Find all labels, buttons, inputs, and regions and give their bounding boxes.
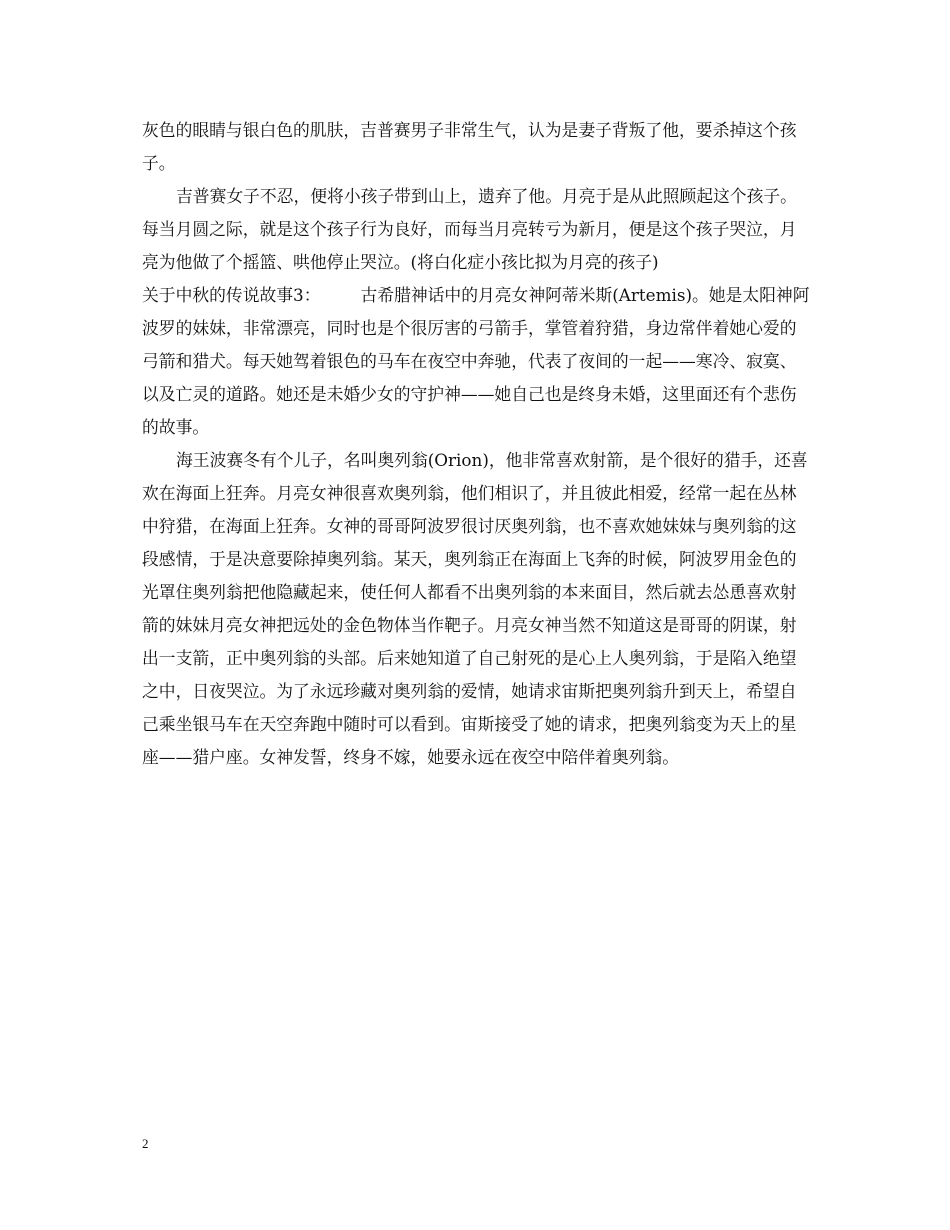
paragraph-continuation: 灰色的眼睛与银白色的肌肤，吉普赛男子非常生气，认为是妻子背叛了他，要杀掉这个孩子。 (142, 120, 797, 173)
paragraph-moon-child: 吉普赛女子不忍，便将小孩子带到山上，遗弃了他。月亮于是从此照顾起这个孩子。每当月圆之际，就是这个孩子行为良好，而每当月亮转亏为新月，便是这个孩子哭泣，月亮为他做了个摇篮、哄他停止哭泣。(将白化症小孩比拟为月亮的孩子) (142, 186, 797, 272)
section-heading-legend-3: 关于中秋的传说故事3： (142, 285, 321, 305)
document-body (142, 114, 812, 774)
paragraph-legend-3 (142, 279, 812, 444)
paragraph-orion-story: 海王波赛冬有个儿子，名叫奥列翁(Orion)，他非常喜欢射箭，是个很好的猎手，还喜欢在海面上狂奔。月亮女神很喜欢奥列翁，他们相识了，并且彼此相爱，经常一起在丛林中狩猎，在海面上狂奔。女神的哥哥阿波罗很讨厌奥列翁，也不喜欢她妹妹与奥列翁的这段感情，于是决意要除掉奥列翁。某天，奥列翁正在海面上飞奔的时候，阿波罗用金色的光罩住奥列翁把他隐藏起来，使任何人都看不出奥列翁的本来面目，然后就去怂恿喜欢射箭的妹妹月亮女神把远处的金色物体当作靶子。月亮女神当然不知道这是哥哥的阴谋，射出一支箭，正中奥列翁的头部。后来她知道了自己射死的是心上人奥列翁，于是陷入绝望之中，日夜哭泣。为了永远珍藏对奥列翁的爱情，她请求宙斯把奥列翁升到天上，希望自己乘坐银马车在天空奔跑中随时可以看到。宙斯接受了她的请求，把奥列翁变为天上的星座——猎户座。女神发誓，终身不嫁，她要永远在夜空中陪伴着奥列翁。 (142, 450, 808, 767)
paragraph-legend-3-text: 古希腊神话中的月亮女神阿蒂米斯(Artemis)。她是太阳神阿波罗的妹妹，非常漂亮，同时也是个很厉害的弓箭手，掌管着狩猎，身边常伴着她心爱的弓箭和猎犬。每天她驾着银色的马车在夜空中奔驰，代表了夜间的一起——寒冷、寂寞、以及亡灵的道路。她还是未婚少女的守护神——她自己也是终身未婚，这里面还有个悲伤的故事。 (142, 285, 810, 437)
page-number: 2 (142, 1136, 149, 1151)
